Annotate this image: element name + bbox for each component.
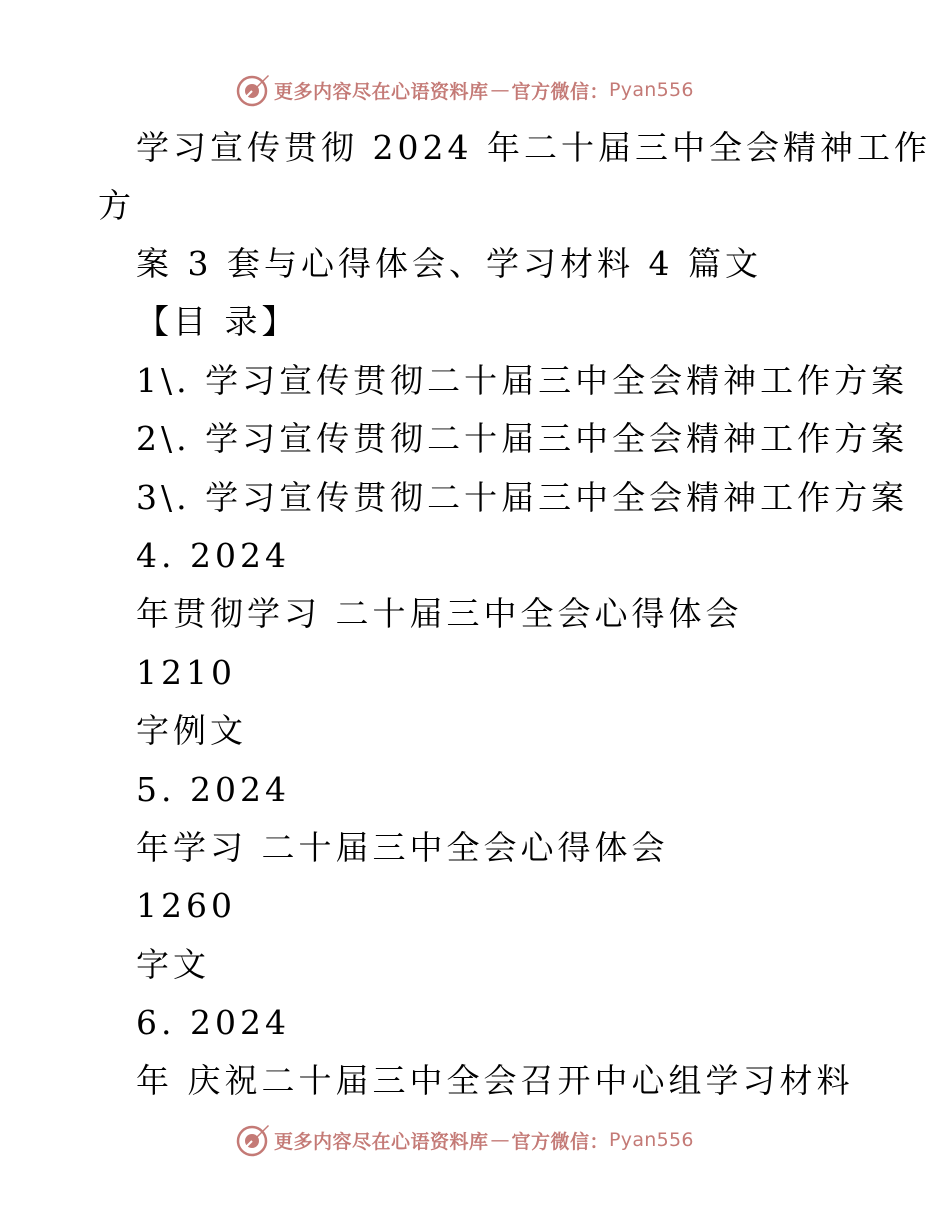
watermark-account-id: Pyan556 bbox=[609, 1129, 694, 1151]
toc-item: 3\. 学习宣传贯彻二十届三中全会精神工作方案 bbox=[136, 478, 909, 517]
watermark-account-label: 官方微信： bbox=[511, 1130, 610, 1153]
watermark-text: 更多内容尽在心语资料库 bbox=[274, 80, 489, 103]
toc-item: 年学习 二十届三中全会心得体会 bbox=[136, 828, 669, 867]
toc-item: 2\. 学习宣传贯彻二十届三中全会精神工作方案 bbox=[136, 419, 909, 458]
toc-item: 1260 bbox=[136, 886, 236, 925]
toc-item: 1210 bbox=[136, 653, 236, 692]
watermark-account-id: Pyan556 bbox=[609, 79, 694, 101]
watermark-text: 更多内容尽在心语资料库 bbox=[274, 1130, 489, 1153]
title-line-2: 方 bbox=[98, 186, 135, 225]
toc-item: 4. 2024 bbox=[136, 536, 290, 575]
toc-item: 字文 bbox=[136, 945, 210, 984]
toc-item: 5. 2024 bbox=[136, 770, 290, 809]
footer-watermark bbox=[236, 1123, 694, 1157]
toc-item: 年 庆祝二十届三中全会召开中心组学习材料 bbox=[136, 1061, 854, 1100]
header-watermark bbox=[236, 73, 694, 107]
title-line-3: 案 3 套与心得体会、学习材料 4 篇文 bbox=[136, 244, 762, 283]
toc-item: 字例文 bbox=[136, 711, 247, 750]
pen-logo-icon bbox=[236, 73, 270, 107]
title-line-1: 学习宣传贯彻 2024 年二十届三中全会精神工作 bbox=[136, 128, 931, 167]
toc-item: 6. 2024 bbox=[136, 1003, 290, 1042]
watermark-dash: — bbox=[490, 1129, 510, 1151]
toc-heading: 【目 录】 bbox=[136, 302, 299, 341]
watermark-dash: — bbox=[490, 79, 510, 101]
toc-item: 年贯彻学习 二十届三中全会心得体会 bbox=[136, 594, 743, 633]
pen-logo-icon bbox=[236, 1123, 270, 1157]
toc-item: 1\. 学习宣传贯彻二十届三中全会精神工作方案 bbox=[136, 361, 909, 400]
watermark-account-label: 官方微信： bbox=[511, 80, 610, 103]
